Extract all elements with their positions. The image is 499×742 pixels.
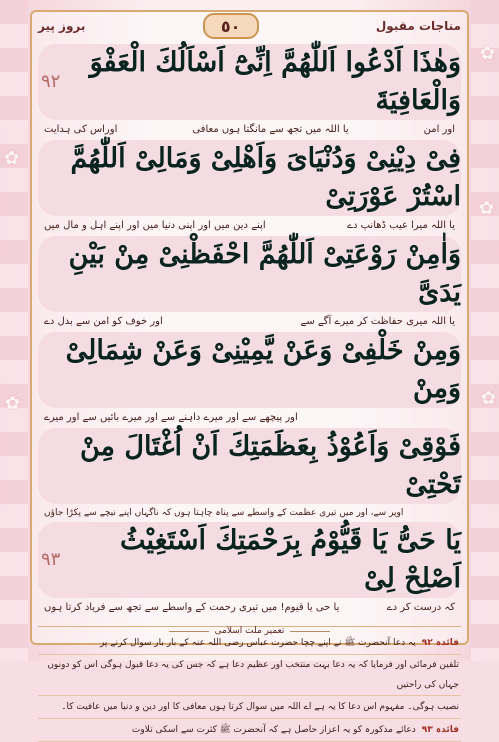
note-heading: فائدہ ٩٣ — [421, 725, 459, 735]
notes-box — [38, 626, 461, 742]
translation-right: یا حی یا قیوم! میں تیری رحمت کے واسطے سے تجھ سے فریاد کرتا ہوں — [44, 602, 340, 613]
section-number: ٩٢ — [41, 71, 61, 92]
arabic-section — [38, 522, 461, 618]
translation-right: اوراس کی ہدایت — [44, 124, 118, 135]
arabic-section — [38, 428, 461, 522]
arabic-section — [38, 140, 461, 236]
arabic-text: فَوْقِیْ وَاَعُوْذُ بِعَظَمَتِكَ اَنْ اُغْتَالَ مِنْ تَحْتِیْ — [79, 431, 461, 500]
flower-icon: ✿ — [479, 43, 495, 64]
page-title: مناجات مقبول — [375, 19, 461, 33]
translation-left: یا اللہ میرا عیب ڈھانپ دے — [347, 220, 455, 231]
day-label: بروز پیر — [38, 19, 86, 33]
note-text: دعائے مذکورہ کو یہ اعزاز حاصل ہے کہ آنحضرت ﷺ کثرت سے اسکی تلاوت — [131, 725, 416, 735]
flower-icon: ✿ — [4, 148, 20, 169]
arabic-text: يَا حَیُّ يَا قَيُّوْمُ بِرَحْمَتِكَ اَسْتَغِيْثُ اَصْلِحْ لِیْ — [120, 525, 461, 594]
arabic-text: وَمِنْ خَلْفِیْ وَعَنْ يَّمِيْنِیْ وَعَنْ شِمَالِیْ وَمِنْ — [65, 335, 461, 404]
content — [38, 44, 461, 735]
arabic-line — [38, 522, 461, 598]
flower-icon: ✿ — [478, 198, 494, 219]
arabic-text: فِیْ دِيْنِیْ وَدُنْيَایَ وَاَهْلِیْ وَمَالِیْ اَللّٰهُمَّ اسْتُرْ عَوْرَتِیْ — [70, 143, 461, 212]
arabic-text: وَاٰمِنْ رَوْعَتِیْ اَللّٰهُمَّ احْفَظْنِیْ مِنْ بَيْنِ يَدَیَّ — [68, 239, 461, 308]
arabic-section — [38, 332, 461, 428]
translation-right: اپنے دین میں اور اپنی دنیا میں اور اپنے اہل و مال میں — [44, 220, 266, 231]
section-number: ٩٣ — [41, 549, 61, 570]
footer-text: تعمیر ملت اسلامی — [214, 626, 285, 636]
page-number: ٥٠ — [203, 13, 259, 39]
translation-line — [38, 312, 461, 332]
arabic-line — [38, 236, 461, 312]
page-header — [38, 14, 461, 38]
flower-icon: ✿ — [480, 388, 496, 409]
footer-ornament — [160, 623, 339, 639]
translation-right: اور خوف کو امن سے بدل دے — [44, 316, 163, 327]
translation-line — [38, 504, 461, 522]
arabic-line — [38, 428, 461, 504]
right-floral-border — [471, 0, 499, 661]
arabic-line — [38, 140, 461, 216]
arabic-section — [38, 236, 461, 332]
translation-line — [38, 120, 461, 140]
arabic-line — [38, 44, 461, 120]
note-text: یہ دعا آنحضرت ﷺ نے اپنے چچا حضرت عباس رضی اللہ عنہ کے بار بار سوال کرنے پر — [99, 638, 416, 648]
translation-line — [38, 598, 461, 618]
note-heading: فائدہ ٩٢ — [421, 638, 459, 648]
arabic-text: وَهٰذَا اَدْعُوا اَللّٰهُمَّ اِنِّیْٓ اَسْاَلُكَ الْعَفْوَ وَالْعَافِيَةَ — [89, 47, 461, 116]
translation-right: اوپر سے، اور میں تیری عظمت کے واسطے سے پناہ چاہتا ہوں کہ ناگہاں اپنے نیچے سے پکڑا جاؤں — [44, 508, 404, 518]
translation-right: اور پیچھے سے اور میرے داہنے سے اور میرے بائیں سے اور میرے — [44, 412, 298, 423]
translation-center: یا اللہ میں تجھ سے مانگتا ہوں معافی — [192, 124, 349, 135]
translation-left: اور امن — [423, 124, 455, 135]
note-line — [38, 719, 461, 742]
note-line — [38, 655, 461, 696]
arabic-line — [38, 332, 461, 408]
note-line — [38, 696, 461, 719]
flower-icon: ✿ — [5, 393, 21, 414]
arabic-section — [38, 44, 461, 140]
translation-left: کہ درست کر دے — [386, 602, 455, 613]
translation-line — [38, 408, 461, 428]
translation-center: یا اللہ میری حفاظت کر میرے آگے سے — [300, 316, 455, 327]
note-text: نصیب ہوگی۔ مفہوم اس دعا کا یہ ہے اے اللہ میں سوال کرتا ہوں معافی کا اور دین و دنیا میں عافیت کا۔ — [61, 702, 459, 712]
translation-line — [38, 216, 461, 236]
left-floral-border — [0, 0, 28, 661]
note-text: تلقین فرمائی اور فرمایا کہ یہ دعا بہت منتخب اور عظیم دعا ہے کہ جس کی یہ دعا قبول ہوگی اس کو دونوں جہاں کی راحتیں — [47, 660, 459, 690]
